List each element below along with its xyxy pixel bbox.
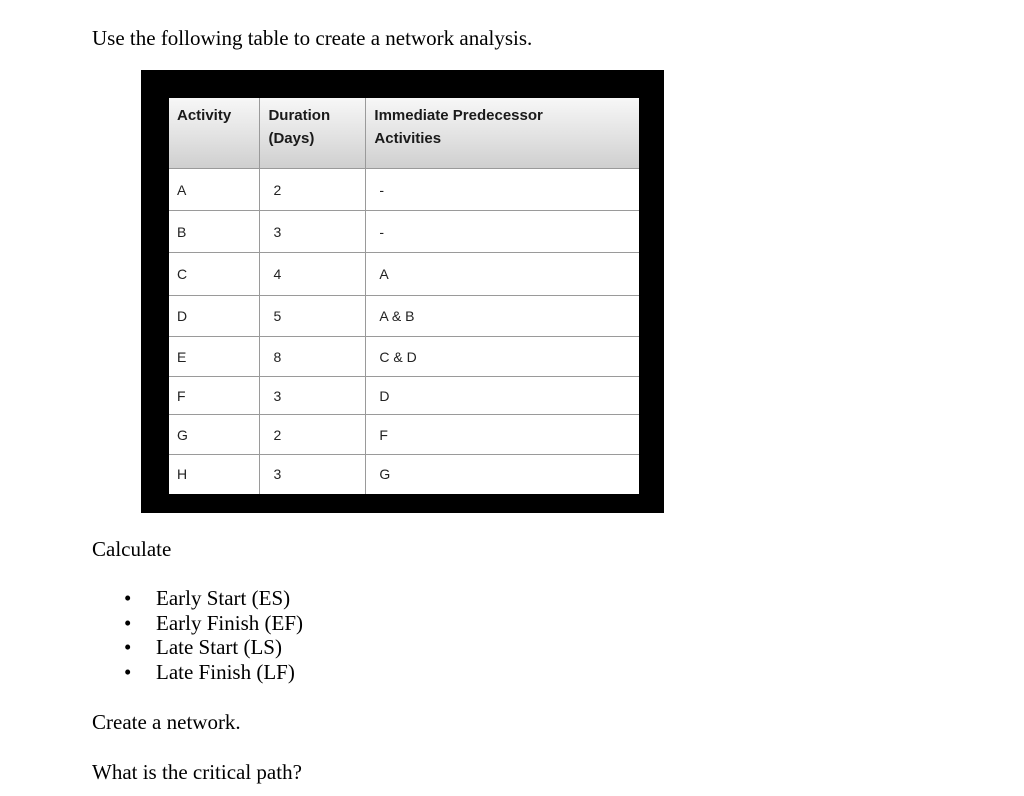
predecessor-cell: A & B (366, 296, 639, 337)
table-row (169, 415, 639, 455)
bullet-icon: • (124, 586, 132, 610)
header-predecessor-label-line2: Activities (374, 130, 442, 147)
activity-table (169, 98, 639, 494)
predecessor-cell: - (366, 211, 639, 253)
table-row (169, 296, 639, 337)
duration-cell: 2 (260, 415, 366, 455)
header-predecessor-label-line1: Immediate Predecessor (374, 107, 543, 124)
bullet-icon: • (124, 610, 132, 635)
table-row (169, 337, 639, 377)
predecessor-cell: D (366, 377, 639, 415)
activity-cell: B (169, 211, 260, 253)
list-item-label: Early Start (ES) (156, 586, 291, 610)
table-row (169, 455, 639, 494)
bullet-icon: • (124, 635, 132, 659)
list-item-label: Late Finish (LF) (156, 659, 295, 684)
activity-cell: A (169, 169, 260, 211)
list-item (92, 586, 303, 611)
predecessor-cell: - (366, 169, 639, 211)
duration-cell: 2 (260, 169, 366, 211)
header-duration-label-line2: (Days) (268, 130, 315, 147)
table-row (169, 253, 639, 296)
activity-cell: H (169, 455, 260, 494)
duration-cell: 3 (260, 211, 366, 253)
list-item (92, 660, 303, 685)
predecessor-cell: G (379, 466, 391, 483)
activity-cell: G (169, 415, 260, 455)
table-row (169, 377, 639, 415)
network-instruction: Create a network. (92, 710, 241, 734)
predecessor-cell: A (366, 253, 639, 296)
table-row (169, 211, 639, 253)
list-item (92, 611, 303, 636)
table-header-row (169, 98, 639, 169)
predecessor-cell: C & D (366, 337, 639, 377)
activity-cell: D (169, 296, 260, 337)
calculate-heading: Calculate (92, 537, 172, 561)
duration-cell: 8 (260, 337, 366, 377)
activity-cell: E (169, 337, 260, 377)
header-activity-label: Activity (177, 107, 232, 124)
activity-cell: F (169, 377, 260, 415)
header-duration (260, 98, 366, 169)
list-item-label: Early Finish (EF) (156, 610, 303, 635)
duration-cell: 5 (260, 296, 366, 337)
calculate-list (92, 586, 303, 684)
table-image-frame (141, 70, 664, 513)
header-activity (169, 98, 260, 169)
intro-text: Use the following table to create a network analysis. (92, 26, 533, 50)
duration-cell: 3 (260, 377, 366, 415)
header-predecessor (366, 98, 639, 169)
duration-cell: 4 (260, 253, 366, 296)
header-duration-label-line1: Duration (268, 107, 331, 124)
table-row (169, 169, 639, 211)
activity-cell: C (169, 253, 260, 296)
bullet-icon: • (124, 659, 132, 684)
duration-cell: 3 (260, 455, 366, 494)
list-item-label: Late Start (LS) (156, 635, 282, 659)
list-item (92, 635, 303, 660)
critical-path-question: What is the critical path? (92, 760, 302, 784)
predecessor-cell: F (366, 415, 639, 455)
